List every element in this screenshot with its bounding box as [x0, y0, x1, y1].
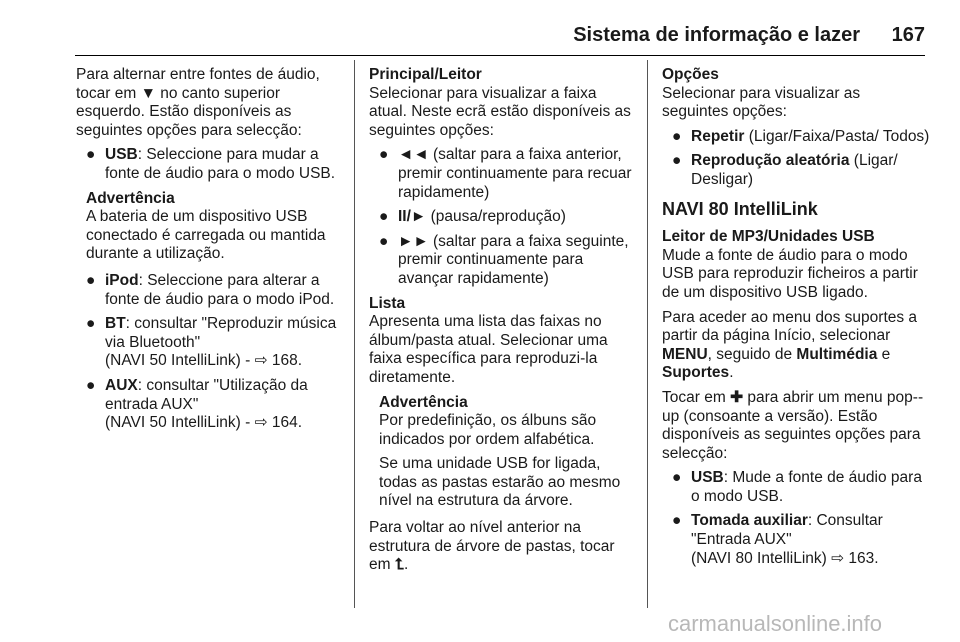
desc-aux: : consultar "Utilização da entrada AUX" — [105, 376, 308, 413]
rewind-icon: ◄◄ — [398, 146, 429, 164]
term-usb: USB — [105, 146, 138, 164]
desc-prev: (saltar para a faixa anterior, premir continuamente para recuar rapidamente) — [398, 146, 632, 201]
header-rule — [75, 55, 925, 56]
desc-aux: : Consultar "Entrada AUX" — [691, 512, 883, 549]
back-text: Para voltar ao nível anterior na estrutura de árvore de pastas, tocar em — [369, 519, 615, 574]
options-title: Opções — [662, 66, 719, 83]
term-aux: Tomada auxiliar — [691, 512, 808, 530]
access-text: Para aceder ao menu dos suportes a partir da página Início, selecionar — [662, 308, 918, 345]
bullet-icon: ● — [86, 376, 96, 394]
list-item-play — [369, 208, 637, 227]
mp3-text: Mude a fonte de áudio para o modo USB para reproduzir ficheiros a partir de um dispositivo USB ligado. — [662, 246, 918, 301]
page-number: 167 — [891, 24, 925, 46]
note-text-1: Por predefinição, os álbuns são indicados por ordem alfabética. — [379, 412, 597, 448]
list-item-bt — [76, 315, 346, 371]
fast-forward-icon: ►► — [398, 232, 429, 250]
plus-icon: ✚ — [730, 388, 744, 406]
bullet-icon: ● — [86, 271, 96, 289]
column-3 — [662, 66, 930, 574]
ref-bt[interactable]: (NAVI 50 IntelliLink) - ⇨ 168. — [105, 352, 303, 370]
column-divider-1 — [354, 60, 355, 608]
note-text: A bateria de um dispositivo USB conectado é carregada ou mantida durante a utilização. — [86, 208, 326, 263]
watermark: carmanualsonline.info — [668, 611, 883, 636]
bullet-icon: ● — [672, 152, 682, 170]
note-block-2 — [369, 394, 637, 512]
term-repeat: Repetir — [691, 127, 745, 145]
back-paragraph — [369, 519, 637, 575]
access-mid: , seguido de — [707, 345, 797, 363]
term-multimedia: Multimédia — [796, 345, 878, 363]
player-title: Principal/Leitor — [369, 66, 482, 83]
intro-paragraph: Para alternar entre fontes de áudio, tocar em ▼ no canto superior esquerdo. Estão disponíveis as seguintes opções para selecção: — [76, 66, 320, 139]
header-title: Sistema de informação e lazer — [573, 24, 860, 46]
desc-usb: : Mude a fonte de áudio para o modo USB. — [691, 469, 922, 505]
desc-shuffle: (Ligar/ Desligar) — [691, 152, 898, 188]
access-end: . — [729, 364, 734, 382]
list-item-ipod — [76, 272, 346, 309]
term-aux: AUX — [105, 376, 138, 394]
desc-usb: : Seleccione para mudar a fonte de áudio para o modo USB. — [105, 146, 336, 182]
term-menu: MENU — [662, 345, 708, 363]
bullet-icon: ● — [672, 469, 682, 487]
term-bt: BT — [105, 315, 126, 333]
list-item-prev — [369, 146, 637, 202]
desc-repeat: (Ligar/Faixa/Pasta/ Todos) — [744, 127, 930, 145]
list-item-aux-80 — [662, 512, 930, 568]
term-shuffle: Reprodução aleatória — [691, 152, 850, 170]
term-ipod: iPod — [105, 271, 139, 289]
list-title: Lista — [369, 294, 406, 312]
bullet-icon: ● — [379, 232, 389, 250]
desc-ipod: : Seleccione para alterar a fonte de áudio para o modo iPod. — [105, 271, 335, 308]
bullet-icon: ● — [86, 146, 96, 164]
list-item-repeat — [662, 128, 930, 147]
list-item-shuffle — [662, 152, 930, 189]
access-e: e — [877, 345, 891, 363]
list-item-usb — [76, 146, 346, 183]
ref-aux[interactable]: (NAVI 80 IntelliLink) ⇨ 163. — [691, 549, 879, 567]
list-text: Apresenta uma lista das faixas no álbum/pasta atual. Selecionar uma faixa específica para reproduzi-la diretamente. — [369, 313, 608, 386]
note-text-2: Se uma unidade USB for ligada, todas as pastas estarão ao mesmo nível na estrutura da árvore. — [379, 455, 621, 510]
tap-desc: para abrir um menu pop--up (consoante a versão). Estão disponíveis as seguintes opções para selecção: — [662, 388, 924, 462]
note-block — [76, 190, 346, 264]
tap-text: Tocar em — [662, 388, 726, 406]
bullet-icon: ● — [379, 146, 389, 164]
term-suportes: Suportes — [662, 364, 730, 382]
list-item-usb-80 — [662, 469, 930, 506]
note-title: Advertência — [86, 189, 175, 207]
bullet-icon: ● — [379, 208, 389, 226]
bullet-icon: ● — [672, 127, 682, 145]
mp3-title: Leitor de MP3/Unidades USB — [662, 228, 875, 246]
desc-play: (pausa/reprodução) — [430, 208, 566, 226]
play-pause-icon: II/► — [398, 208, 427, 226]
back-end: . — [404, 556, 409, 574]
list-item-next — [369, 233, 637, 289]
desc-next: (saltar para a faixa seguinte, premir continuamente para avançar rapidamente) — [398, 232, 629, 287]
column-1 — [76, 66, 346, 439]
access-paragraph — [662, 309, 930, 383]
options-text: Selecionar para visualizar as seguintes opções: — [662, 84, 861, 121]
column-divider-2 — [647, 60, 648, 608]
note-title: Advertência — [379, 393, 468, 411]
term-usb: USB — [691, 469, 724, 487]
desc-bt: : consultar "Reproduzir música via Bluetooth" — [105, 315, 337, 351]
list-item-aux — [76, 377, 346, 433]
column-2 — [369, 66, 637, 581]
bullet-icon: ● — [86, 315, 96, 333]
back-arrow-icon: ⮤ — [394, 556, 405, 574]
player-text: Selecionar para visualizar a faixa atual. Neste ecrã estão disponíveis as seguintes opções: — [369, 84, 631, 139]
ref-aux[interactable]: (NAVI 50 IntelliLink) - ⇨ 164. — [105, 414, 303, 432]
section-heading: NAVI 80 IntelliLink — [662, 198, 818, 219]
tap-paragraph — [662, 389, 930, 463]
bullet-icon: ● — [672, 512, 682, 530]
